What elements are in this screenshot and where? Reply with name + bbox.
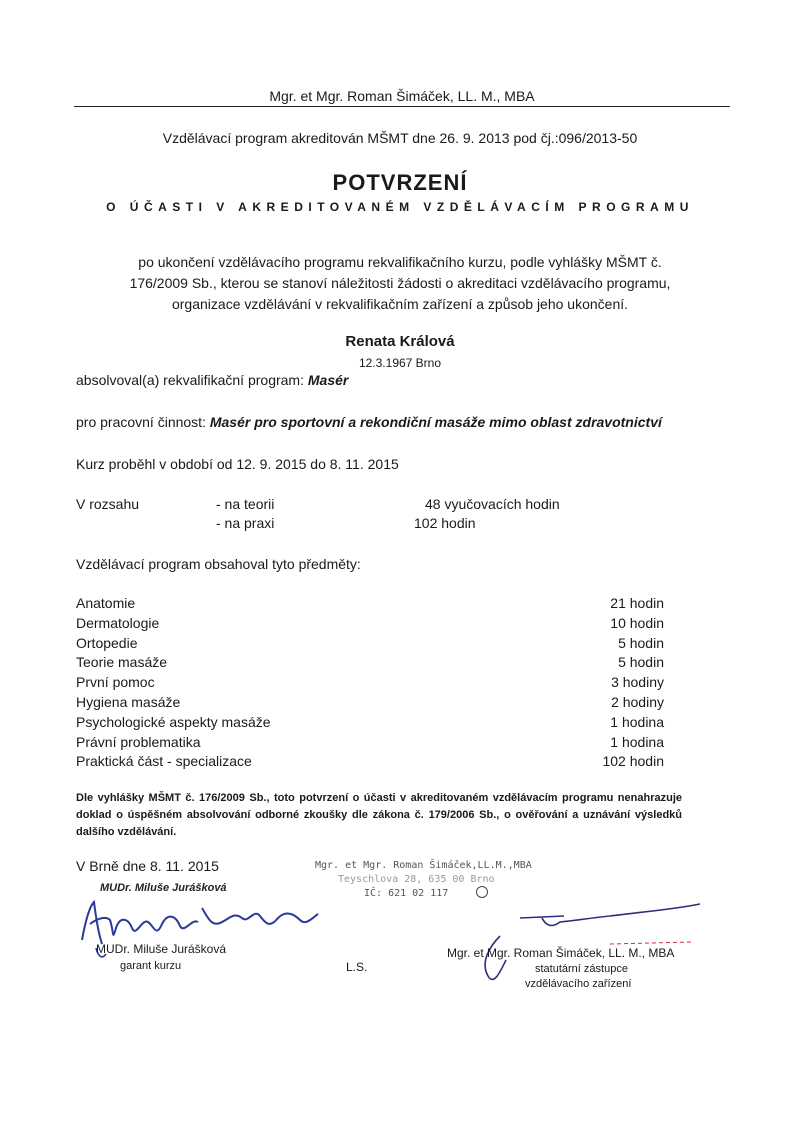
subject-hours: 1 hodina xyxy=(610,733,664,750)
subject-hours: 2 hodiny xyxy=(611,693,664,710)
subject-name: Dermatologie xyxy=(76,614,160,631)
subject-hours: 10 hodin xyxy=(610,614,664,631)
subject-hours: 3 hodiny xyxy=(611,674,664,691)
subject-row xyxy=(76,653,664,673)
subjects-list xyxy=(76,594,664,772)
subject-hours: 21 hodin xyxy=(610,595,664,611)
header-name: Mgr. et Mgr. Roman Šimáček, LL. M., MBA xyxy=(74,86,730,107)
document-subtitle: O ÚČASTI V AKREDITOVANÉM VZDĚLÁVACÍM PROGRAMU xyxy=(106,200,694,214)
activity-label: pro pracovní činnost: xyxy=(76,414,206,430)
document-title: POTVRZENÍ xyxy=(332,170,468,195)
legal-note: Dle vyhlášky MŠMT č. 176/2009 Sb., toto potvrzení o účasti v akreditovaném vzdělávacím programu nenahrazuje doklad o úspěšném absolvování odborné zkoušky dle zákona č. 179/2006 Sb., o ověřování a uznávání výsledků dalšího vzdělávání. xyxy=(76,792,682,838)
subjects-heading: Vzdělávací program obsahoval tyto předměty: xyxy=(76,556,361,572)
subject-row xyxy=(76,673,664,693)
subject-name: Psychologické aspekty masáže xyxy=(76,713,271,730)
subject-row xyxy=(76,733,664,753)
subject-row xyxy=(76,713,664,733)
subject-hours: 5 hodin xyxy=(618,634,664,651)
signatory-name: Mgr. et Mgr. Roman Šimáček, LL. M., MBA xyxy=(447,946,675,960)
scope-theory-label: - na teorii xyxy=(216,496,275,512)
subject-row xyxy=(76,634,664,654)
subject-name: První pomoc xyxy=(76,674,155,691)
intro-line-3: organizace vzdělávání v rekvalifikačním zařízení a způsob jeho ukončení. xyxy=(171,296,629,312)
scope-practice-value: 102 hodin xyxy=(414,515,476,531)
company-stamp-line-1: Mgr. et Mgr. Roman Šimáček,LL.M.,MBA xyxy=(315,860,532,871)
person-birth: 12.3.1967 Brno xyxy=(358,356,442,370)
company-stamp-line-2: Teyschlova 28, 635 00 Brno xyxy=(338,874,495,885)
subject-name: Ortopedie xyxy=(76,634,138,651)
accreditation-line: Vzdělávací program akreditován MŠMT dne 26. 9. 2013 pod čj.:096/2013-50 xyxy=(162,130,638,146)
scope-practice-label: - na praxi xyxy=(216,515,275,531)
person-name: Renata Králová xyxy=(345,333,455,350)
guarantor-stamp: MUDr. Miluše Jurášková xyxy=(100,882,227,894)
subject-hours: 5 hodin xyxy=(618,654,664,671)
issue-date: V Brně dne 8. 11. 2015 xyxy=(76,858,219,874)
course-period: Kurz proběhl v období od 12. 9. 2015 do 8. 11. 2015 xyxy=(76,456,399,472)
guarantor-role: garant kurzu xyxy=(120,960,182,972)
subject-row xyxy=(76,693,664,713)
subject-name: Právní problematika xyxy=(76,733,201,750)
program-line xyxy=(76,372,348,388)
subject-name: Hygiena masáže xyxy=(76,693,181,710)
subject-row xyxy=(76,752,664,772)
activity-line xyxy=(76,414,662,430)
scope-label: V rozsahu xyxy=(76,496,140,512)
company-stamp-line-3: IČ: 621 02 117 xyxy=(364,888,449,899)
activity-value: Masér pro sportovní a rekondiční masáže mimo oblast zdravotnictví xyxy=(209,414,662,430)
ls-mark: L.S. xyxy=(346,960,368,974)
subject-hours: 1 hodina xyxy=(610,713,664,730)
subject-row xyxy=(76,614,664,634)
scope-theory-value: 48 vyučovacích hodin xyxy=(425,496,560,512)
subject-name: Anatomie xyxy=(76,595,136,611)
intro-line-1: po ukončení vzdělávacího programu rekvalifikačního kurzu, podle vyhlášky MŠMT č. xyxy=(138,254,662,270)
subject-row xyxy=(76,594,664,614)
intro-line-2: 176/2009 Sb., kterou se stanoví náležitosti žádosti o akreditaci vzdělávacího programu, xyxy=(129,275,671,291)
guarantor-name: MUDr. Miluše Jurášková xyxy=(96,942,227,956)
subject-hours: 102 hodin xyxy=(602,753,664,770)
signatory-role-2: vzdělávacího zařízení xyxy=(525,978,632,990)
program-value: Masér xyxy=(307,372,349,388)
intro-paragraph xyxy=(120,252,680,315)
subject-name: Praktická část - specializace xyxy=(76,753,252,770)
program-label: absolvoval(a) rekvalifikační program: xyxy=(76,372,304,388)
signatory-role-1: statutární zástupce xyxy=(535,963,628,975)
subject-name: Teorie masáže xyxy=(76,654,168,671)
